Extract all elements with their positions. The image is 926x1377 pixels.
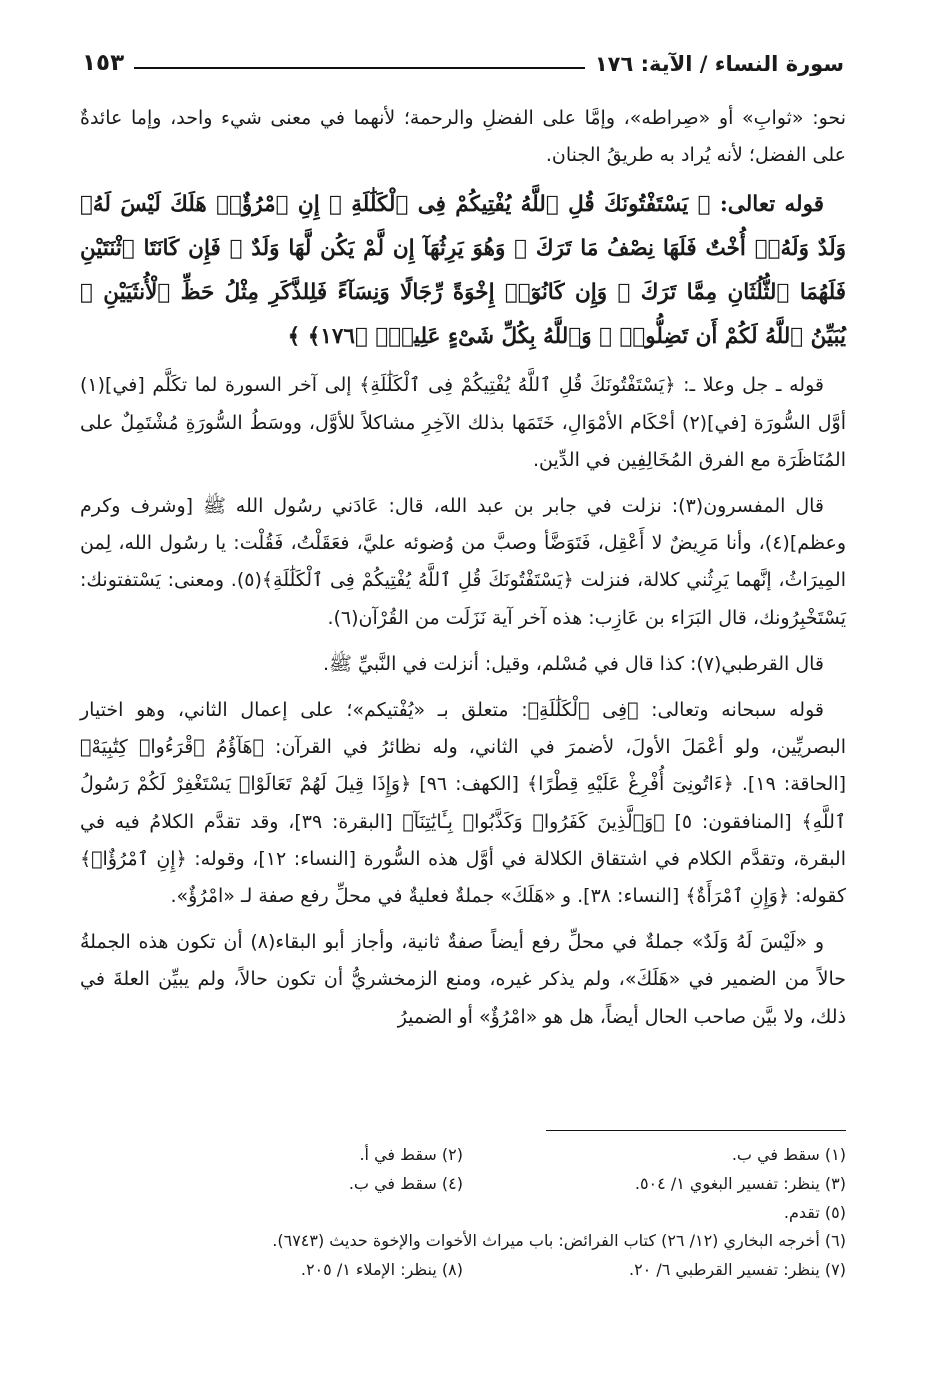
- footnote-7: (٧) ينظر: تفسير القرطبي ٦/ ٢٠.: [628, 1260, 846, 1280]
- footnote-row: [80, 1141, 846, 1170]
- footnote-5: (٥) تقدم.: [783, 1202, 846, 1222]
- footnote-6: (٦) أخرجه البخاري (١٢/ ٢٦) كتاب الفرائض: باب ميراث الأخوات والإخوة حديث (٦٧٤٣).: [272, 1231, 846, 1251]
- footnote-4: (٤) سقط في ب.: [348, 1173, 463, 1193]
- footnote-divider: [546, 1130, 846, 1131]
- footnote-8: (٨) ينظر: الإملاء ١/ ٢٠٥.: [300, 1260, 463, 1280]
- main-text: [80, 100, 846, 1045]
- page-header: [82, 30, 844, 76]
- paragraph-commentary: قوله ـ جل وعلا ـ: ﴿يَسْتَفْتُونَكَ قُلِ ٱللَّهُ يُفْتِيكُمْ فِى ٱلْكَلَٰلَةِ﴾ إلى آخر السورة لما تكَلَّم [في](١) أوَّل السُّورَة [في](٢) أحْكَام الأمْوَالِ، خَتَمَها بذلك الآخِرِ مشاكلاً للأوَّل، ووسَطُ السُّورَةِ مُشْتَمِلٌ على المُنَاظَرَة مع الفرق المُخَالِفِين في الدِّين.: [80, 374, 846, 471]
- paragraph-syntax: و «لَيْسَ لَهُ وَلَدٌ» جملةٌ في محلِّ رفع أيضاً صفةٌ ثانية، وأجاز أبو البقاء(٨) أن تكون هذه الجملةُ حالاً من الضمير في «هَلَكَ»، ولم يذكر غيره، ومنع الزمخشريُّ أن تكون حالاً، ولم يبيِّن العلةَ في ذلك، ولا بيَّن صاحب الحال أيضاً، هل هو «امْرُؤٌ» أو الضميرُ: [80, 931, 846, 1028]
- header-rule: [134, 67, 585, 69]
- paragraph-grammar: قوله سبحانه وتعالى: ﴿فِى ٱلْكَلَٰلَةِ﴾: متعلق بـ «يُفْتيكم»؛ على إعمال الثاني، وهو اختيار البصريِّين، ولو أعْمَلَ الأولَ، لأضمرَ في الثاني، وله نظائرُ في القرآن: ﴿هَآؤُمُ ٱقْرَءُوا۟ كِتَٰبِيَهْ﴾ [الحاقة: ١٩]. ﴿ءَاتُونِىٓ أُفْرِغْ عَلَيْهِ قِطْرًا﴾ [الكهف: ٩٦] ﴿وَإِذَا قِيلَ لَهُمْ تَعَالَوْا۟ يَسْتَغْفِرْ لَكُمْ رَسُولُ ٱللَّهِ﴾ [المنافقون: ٥] ﴿وَٱلَّذِينَ كَفَرُوا۟ وَكَذَّبُوا۟ بِـَٔايَٰتِنَآ﴾ [البقرة: ٣٩]، وقد تقدَّم الكلامُ فيه في البقرة، وتقدَّم الكلام في اشتقاق الكلالة في أوَّل هذه السُّورة [النساء: ١٢]، وقوله: ﴿إِنِ ٱمْرُؤٌا۟﴾ كقوله: ﴿وَإِنِ ٱمْرَأَةٌ﴾ [النساء: ٣٨]. و «هَلَكَ» جملةٌ فعليةٌ في محلِّ رفع صفة لـ «امْرُؤٌ».: [80, 699, 847, 908]
- paragraph-occasion: قال المفسرون(٣): نزلت في جابر بن عبد الله، قال: عَادَني رسُول الله ﷺ [وشرف وكرم وعظم](٤)، وأنا مَرِيضٌ لا أَعْقِل، فَتَوَضَّأ وصبَّ من وُضوئه عليَّ، فعَقَلْتُ، فَقُلْت: يا رسُول الله، لِمن المِيرَاثُ، إنَّهما يَرِثُني كلالة، فنزلت ﴿يَسْتَفْتُونَكَ قُلِ ٱللَّهُ يُفْتِيكُمْ فِى ٱلْكَلَٰلَةِ﴾(٥). ومعنى: يَسْتفتونك: يَسْتَخْبِرُونك، قال البَرَاء بن عَازِب: هذه آخر آية نَزَلَت من القُرْآن(٦).: [80, 495, 846, 629]
- footnote-1: (١) سقط في ب.: [731, 1145, 846, 1164]
- page-number: ١٥٣: [82, 50, 125, 76]
- footnote-row: [80, 1170, 846, 1199]
- footnote-row: [80, 1256, 846, 1285]
- footnote-2: (٢) سقط في أ.: [359, 1145, 463, 1164]
- verse-block: قوله تعالى: ﴿ يَسْتَفْتُونَكَ قُلِ ٱللَّهُ يُفْتِيكُمْ فِى ٱلْكَلَٰلَةِ ۚ إِنِ ٱمْرُؤٌا۟ هَلَكَ لَيْسَ لَهُۥ وَلَدٌ وَلَهُۥٓ أُخْتٌ فَلَهَا نِصْفُ مَا تَرَكَ ۚ وَهُوَ يَرِثُهَآ إِن لَّمْ يَكُن لَّهَا وَلَدٌ ۚ فَإِن كَانَتَا ٱثْنَتَيْنِ فَلَهُمَا ٱلثُّلُثَانِ مِمَّا تَرَكَ ۚ وَإِن كَانُوٓا۟ إِخْوَةً رِّجَالًا وَنِسَآءً فَلِلذَّكَرِ مِثْلُ حَظِّ ٱلْأُنثَيَيْنِ ۗ يُبَيِّنُ ٱللَّهُ لَكُمْ أَن تَضِلُّوا۟ ۗ وَٱللَّهُ بِكُلِّ شَىْءٍ عَلِيمٌۢ ﴿١٧٦﴾ ﴾: [80, 192, 846, 350]
- running-title: سورة النساء / الآية: ١٧٦: [594, 52, 844, 76]
- footnotes: [80, 1141, 846, 1285]
- footnote-3: (٣) ينظر: تفسير البغوي ١/ ٥٠٤.: [634, 1173, 846, 1193]
- paragraph-intro: نحو: «ثوابِ» أو «صِراطه»، وإمَّا على الفضلِ والرحمة؛ لأنهما في معنى شيء واحد، وإما عائدةٌ على الفضل؛ لأنه يُراد به طريقُ الجنان.: [80, 107, 846, 167]
- paragraph-qurtubi: قال القرطبي(٧): كذا قال في مُسْلم، وقيل: أنزلت في النَّبيِّ ﷺ.: [322, 652, 824, 675]
